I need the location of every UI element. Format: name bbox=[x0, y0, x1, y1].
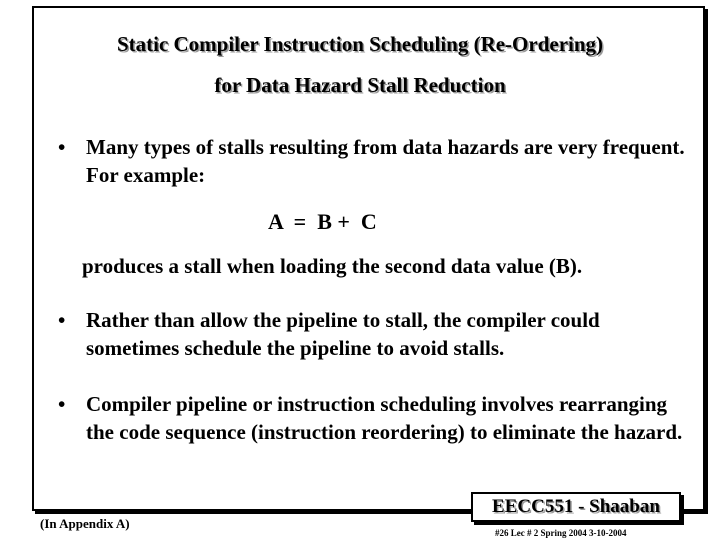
bullet-marker: • bbox=[58, 135, 66, 159]
equation-note: produces a stall when loading the second data value (B). bbox=[82, 254, 583, 278]
lecture-footer: #26 Lec # 2 Spring 2004 3-10-2004 bbox=[495, 528, 627, 538]
bullet-marker: • bbox=[58, 392, 66, 416]
bullet-text: Many types of stalls resulting from data hazards are very frequent. For example: bbox=[86, 135, 685, 187]
slide-title-line1: Static Compiler Instruction Scheduling (Re-Ordering) bbox=[116, 32, 604, 56]
bullet-text: Compiler pipeline or instruction scheduling involves rearranging the code sequence (instruction reordering) to eliminate the hazard. bbox=[86, 392, 683, 444]
slide-title-line2: for Data Hazard Stall Reduction bbox=[214, 73, 506, 97]
appendix-note: (In Appendix A) bbox=[40, 516, 130, 531]
course-badge: EECC551 - Shaaban bbox=[471, 492, 681, 522]
bullet-marker: • bbox=[58, 308, 66, 332]
equation: A = B + C bbox=[268, 209, 377, 234]
bullet-text: Rather than allow the pipeline to stall, the compiler could sometimes schedule the pipeline to avoid stalls. bbox=[86, 308, 600, 360]
